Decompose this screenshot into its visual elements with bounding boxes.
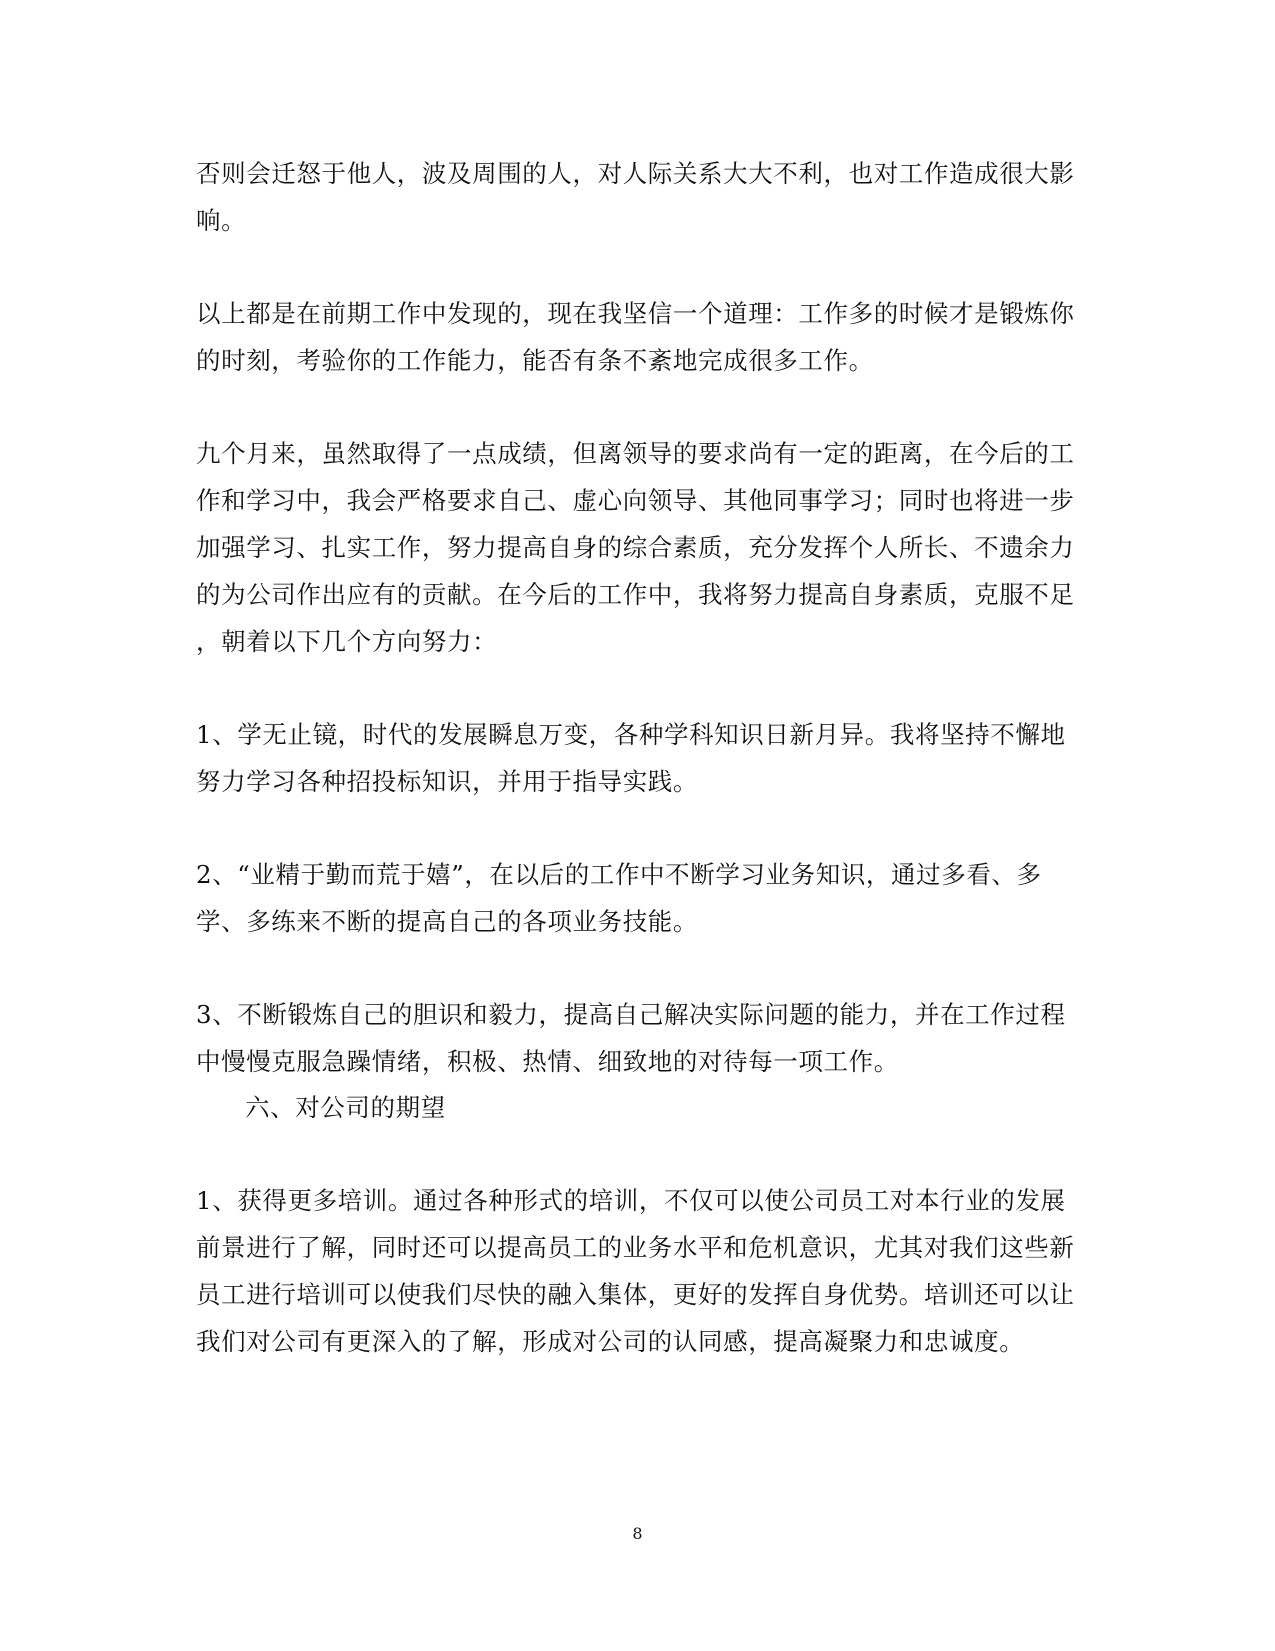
- text-line: 1、获得更多培训。通过各种形式的培训，不仅可以使公司员工对本行业的发展: [196, 1186, 1066, 1215]
- text-line: 中慢慢克服急躁情绪，积极、热情、细致地的对待每一项工作。: [196, 1047, 899, 1076]
- text-line: 作和学习中，我会严格要求自己、虚心向领导、其他同事学习；同时也将进一步: [196, 486, 1075, 515]
- text-line: 响。: [196, 206, 247, 235]
- section-heading: 六、对公司的期望: [245, 1093, 446, 1122]
- text-line: 加强学习、扎实工作，努力提高自身的综合素质，充分发挥个人所长、不遗余力: [196, 533, 1075, 562]
- text-line: 的时刻，考验你的工作能力，能否有条不紊地完成很多工作。: [196, 346, 874, 375]
- text-line: 九个月来，虽然取得了一点成绩，但离领导的要求尚有一定的距离，在今后的工: [196, 439, 1075, 468]
- page-number: 8: [632, 1524, 643, 1543]
- text-line: 3、不断锻炼自己的胆识和毅力，提高自己解决实际问题的能力，并在工作过程: [196, 1000, 1066, 1029]
- text-line: 努力学习各种招投标知识，并用于指导实践。: [196, 767, 698, 796]
- text-line: 的为公司作出应有的贡献。在今后的工作中，我将努力提高自身素质，克服不足: [196, 580, 1075, 609]
- text-line: 员工进行培训可以使我们尽快的融入集体，更好的发挥自身优势。培训还可以让: [196, 1280, 1075, 1309]
- text-line: 学、多练来不断的提高自己的各项业务技能。: [196, 907, 698, 936]
- text-line: 2、“业精于勤而荒于嬉”，在以后的工作中不断学习业务知识，通过多看、多: [196, 860, 1042, 889]
- text-line: ，朝着以下几个方向努力：: [196, 627, 498, 656]
- text-line: 否则会迁怒于他人，波及周围的人，对人际关系大大不利，也对工作造成很大影: [196, 159, 1075, 188]
- text-line: 以上都是在前期工作中发现的，现在我坚信一个道理：工作多的时候才是锻炼你: [196, 299, 1075, 328]
- text-line: 1、学无止镜，时代的发展瞬息万变，各种学科知识日新月异。我将坚持不懈地: [196, 720, 1066, 749]
- text-line: 前景进行了解，同时还可以提高员工的业务水平和危机意识，尤其对我们这些新: [196, 1233, 1075, 1262]
- text-line: 我们对公司有更深入的了解，形成对公司的认同感，提高凝聚力和忠诚度。: [196, 1327, 1025, 1356]
